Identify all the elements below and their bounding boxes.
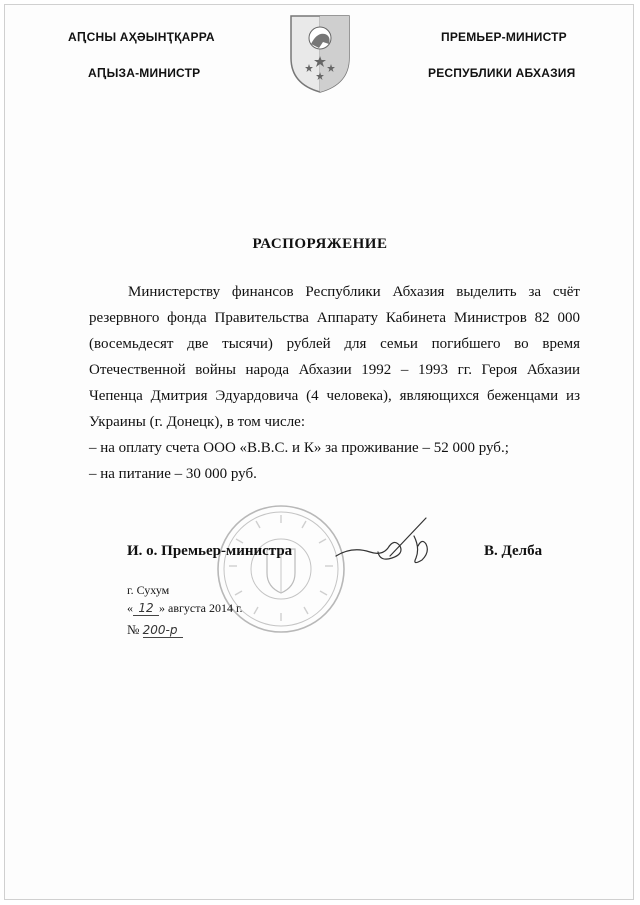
body-line-2: резервного фонда Правительства Аппарату Кабинета Министров 82 000	[89, 310, 580, 326]
date-quote-open: «	[127, 601, 133, 615]
body-item-1: – на оплату счета ООО «В.В.С. и К» за проживание – 52 000 руб.;	[89, 440, 509, 456]
body-line-5: Чепенца Дмитрия Эдуардовича (4 человека), являющихся беженцами из	[89, 388, 580, 404]
header-right-line2: РЕСПУБЛИКИ АБХАЗИЯ	[428, 66, 576, 80]
body-line-4: Отечественной войны народа Абхазии 1992 – 1993 гг. Героя Абхазии	[89, 362, 580, 378]
header-left-line2: АԤЫЗА-МИНИСТР	[88, 66, 201, 80]
handwritten-signature-icon	[330, 512, 460, 576]
header-right-line1: ПРЕМЬЕР-МИНИСТР	[441, 30, 567, 44]
signatory-role: И. о. Премьер-министра	[127, 543, 293, 559]
body-line-1: Министерству финансов Республики Абхазия выделить за счёт	[128, 284, 580, 300]
body-line-3: (восемьдесят две тысячи) рублей для семьи погибшего во время	[89, 336, 580, 352]
signatory-name: В. Делба	[484, 543, 543, 559]
document-title: РАСПОРЯЖЕНИЕ	[252, 236, 388, 252]
body-line-6: Украины (г. Донецк), в том числе:	[89, 414, 305, 430]
abkhazia-coat-of-arms-icon	[289, 14, 351, 94]
number-label: №	[127, 622, 140, 637]
document-number	[127, 622, 183, 638]
date-rest: » августа 2014 г.	[159, 601, 243, 615]
number-value-handwritten: 200-р	[143, 623, 183, 638]
header-left-line1: АԤСНЫ АҲӘЫНҬҚАРРА	[68, 30, 215, 44]
issue-date	[127, 601, 243, 616]
date-day-handwritten: 12	[133, 601, 159, 616]
body-item-2: – на питание – 30 000 руб.	[89, 466, 257, 482]
issue-city: г. Сухум	[127, 583, 170, 597]
